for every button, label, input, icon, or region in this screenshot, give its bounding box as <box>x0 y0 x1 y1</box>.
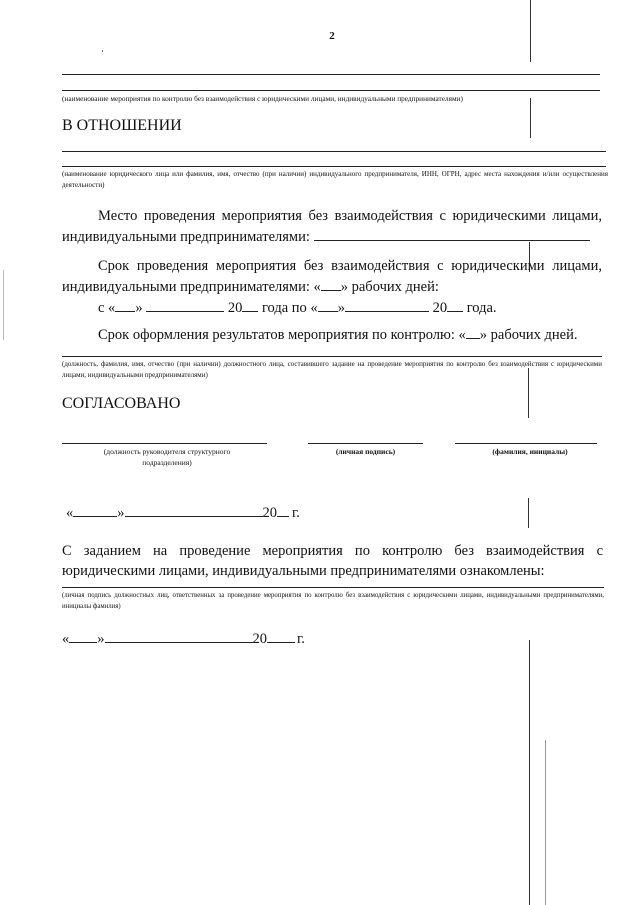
term-line-2-prefix: индивидуальными предпринимателями: « <box>62 279 321 295</box>
term-line-3-row <box>62 297 602 318</box>
position-caption: (должность руководителя структурного подразделения) <box>103 447 231 467</box>
event-name-line <box>62 90 600 91</box>
entity-line <box>62 151 606 152</box>
date-1-day-input[interactable] <box>73 502 117 517</box>
date-2-year-input[interactable] <box>267 628 295 643</box>
official-caption: (должность, фамилия, имя, отчество (при наличии) должностного лица, составившего задание на проведение мероприятия по контролю без взаимодействия с юридическими лицами, индивидуальными предпринимателями) <box>62 360 602 379</box>
term-from-month-input[interactable] <box>146 297 224 312</box>
date-2-suffix: г. <box>297 631 305 647</box>
scan-artifact-line <box>528 498 529 528</box>
date-1-year-prefix: 20 <box>262 505 277 521</box>
acquainted-line-1: С заданием на проведение мероприятия по контролю без взаимодействия с <box>62 543 603 559</box>
term-to-year-prefix: 20 <box>432 300 448 316</box>
term-to-quote-close: » <box>337 300 345 316</box>
term-until-text: года по « <box>261 300 318 316</box>
acquainted-line <box>62 587 604 588</box>
acquainted-line-2: юридическими лицами, индивидуальными предпринимателями ознакомлены: <box>62 563 545 579</box>
results-term-paragraph <box>98 324 608 345</box>
place-line-2: индивидуальными предпринимателями: <box>62 229 310 245</box>
event-name-line <box>62 74 600 75</box>
entity-caption: (наименование юридического лица или фамилия, имя, отчество (при наличии) индивидуального предпринимателя, ИНН, ОГРН, адрес места нахождения и/или осуществления деятельности) <box>62 170 608 189</box>
date-2-year-prefix: 20 <box>252 631 267 647</box>
term-paragraph <box>62 256 602 318</box>
date-1-close-quote: » <box>117 505 125 521</box>
date-2-close-quote: » <box>97 631 105 647</box>
in-relation-heading: В ОТНОШЕНИИ <box>62 117 182 134</box>
signature-caption: (личная подпись) <box>335 447 396 456</box>
date-2-row <box>62 628 362 649</box>
term-to-day-input[interactable] <box>318 297 338 312</box>
term-from-day-input[interactable] <box>115 297 135 312</box>
place-input-line[interactable] <box>314 226 590 241</box>
page-number: 2 <box>329 30 335 42</box>
term-from-year-input[interactable] <box>242 297 258 312</box>
scan-artifact-line <box>530 98 531 138</box>
term-line-2-suffix: » рабочих дней: <box>340 279 439 295</box>
term-line-1: Срок проведения мероприятия без взаимодействия с юридическими лицами, <box>98 258 602 274</box>
place-paragraph <box>62 206 602 247</box>
name-signature-line <box>455 443 597 444</box>
term-year-end: года. <box>466 300 497 316</box>
term-line-2-row <box>62 276 602 297</box>
approved-heading: СОГЛАСОВАНО <box>62 395 181 412</box>
results-term-suffix: » рабочих дней. <box>479 327 578 343</box>
date-2-month-input[interactable] <box>105 628 253 643</box>
term-to-month-input[interactable] <box>345 297 429 312</box>
official-line <box>62 356 602 357</box>
term-days-input[interactable] <box>321 276 341 291</box>
date-1-suffix: г. <box>292 505 300 521</box>
results-term-prefix: Срок оформления результатов мероприятия по контролю: « <box>98 327 466 343</box>
date-1-row <box>66 502 366 523</box>
term-from-quote-close: » <box>135 300 143 316</box>
date-2-day-input[interactable] <box>69 628 97 643</box>
position-signature-line <box>62 443 267 444</box>
term-from-year-prefix: 20 <box>227 300 243 316</box>
date-1-month-input[interactable] <box>125 502 263 517</box>
date-1-open-quote: « <box>66 505 74 521</box>
scan-speck <box>102 50 103 52</box>
name-caption: (фамилия, инициалы) <box>492 447 568 456</box>
term-to-year-input[interactable] <box>447 297 463 312</box>
scan-artifact-line <box>529 640 530 905</box>
scan-artifact-line <box>530 0 531 62</box>
date-2-open-quote: « <box>62 631 70 647</box>
scan-artifact-line <box>545 740 546 905</box>
personal-signature-line <box>308 443 423 444</box>
results-days-input[interactable] <box>466 324 480 339</box>
acquainted-caption: (личная подпись должностных лиц, ответственных за проведение мероприятия по контролю без взаимодействия с юридическими лицами, индивидуальными предпринимателями, инициалы фамилия) <box>62 592 604 610</box>
place-line-2-row <box>62 226 602 247</box>
event-name-caption: (наименование мероприятия по контролю без взаимодействия с юридическими лицами, индивидуальными предпринимателями) <box>62 94 463 103</box>
entity-line <box>62 166 606 167</box>
acquainted-paragraph <box>62 541 603 581</box>
place-line-1: Место проведения мероприятия без взаимодействия с юридическими лицами, <box>98 208 602 224</box>
term-from-prefix: с « <box>98 300 116 316</box>
scan-speck <box>3 270 4 340</box>
date-1-year-input[interactable] <box>277 502 289 517</box>
